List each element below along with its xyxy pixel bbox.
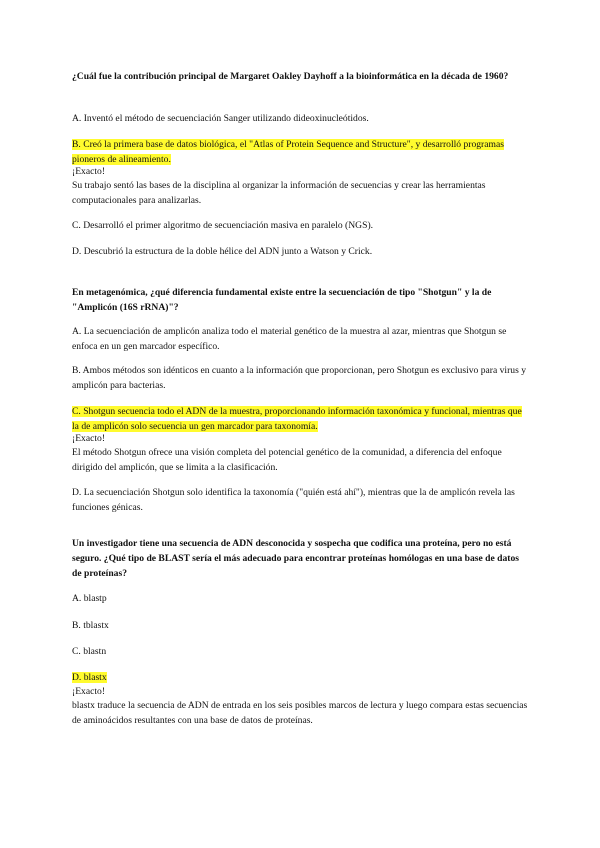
q3-option-d <box>72 670 528 685</box>
q1-feedback-text: Su trabajo sentó las bases de la disciplina al organizar la información de secuencias y crear las herramientas computacionales para analizarlas. <box>72 180 486 206</box>
q1-option-b <box>72 137 528 167</box>
q3-option-b: B. tblastx <box>72 620 109 631</box>
q1-option-d: D. Descubrió la estructura de la doble hélice del ADN junto a Watson y Crick. <box>72 246 373 257</box>
q3-feedback-title: ¡Exacto! <box>72 686 106 697</box>
q1-feedback-title: ¡Exacto! <box>72 166 106 177</box>
q2-feedback-text: El método Shotgun ofrece una visión completa del potencial genético de la comunidad, a diferencia del enfoque dirigido del amplicón, que se limita a la clasificación. <box>72 447 502 473</box>
question-1-title: ¿Cuál fue la contribución principal de Margaret Oakley Dayhoff a la bioinformática en la década de 1960? <box>72 71 509 82</box>
question-2-title: En metagenómica, ¿qué diferencia fundamental existe entre la secuenciación de tipo "Shotgun" y la de "Amplicón (16S rRNA)"? <box>72 287 492 313</box>
q2-option-b: B. Ambos métodos son idénticos en cuanto a la información que proporcionan, pero Shotgun es exclusivo para virus y amplicón para bacterias. <box>72 365 527 391</box>
q2-option-c <box>72 404 528 434</box>
q2-option-c-highlight: C. Shotgun secuencia todo el ADN de la muestra, proporcionando información taxonómica y funcional, mientras que la de amplicón solo secuencia un gen marcador para taxonomía. <box>72 406 522 432</box>
q3-option-a: A. blastp <box>72 593 107 604</box>
q1-option-b-highlight: B. Creó la primera base de datos biológica, el "Atlas of Protein Sequence and Structure", y desarrolló programas pioneros de alineamiento. <box>72 139 504 165</box>
question-3-title: Un investigador tiene una secuencia de ADN desconocida y sospecha que codifica una proteína, pero no está seguro. ¿Qué tipo de BLAST sería el más adecuado para encontrar proteínas homólogas en una base de datos de proteínas? <box>72 538 520 579</box>
q2-option-a: A. La secuenciación de amplicón analiza todo el material genético de la muestra al azar, mientras que Shotgun se enfoca en un gen marcador específico. <box>72 326 507 352</box>
q2-option-d: D. La secuenciación Shotgun solo identifica la taxonomía ("quién está ahí"), mientras que la de amplicón revela las funciones génicas. <box>72 487 515 513</box>
q3-option-c: C. blastn <box>72 646 107 657</box>
q3-option-d-highlight: D. blastx <box>72 672 107 683</box>
q1-option-a: A. Inventó el método de secuenciación Sanger utilizando dideoxinucleótidos. <box>72 113 369 124</box>
q3-feedback-text: blastx traduce la secuencia de ADN de entrada en los seis posibles marcos de lectura y luego compara estas secuencias de aminoácidos resultantes con una base de datos de proteínas. <box>72 700 528 726</box>
q1-option-c: C. Desarrolló el primer algoritmo de secuenciación masiva en paralelo (NGS). <box>72 220 374 231</box>
q2-feedback-title: ¡Exacto! <box>72 433 106 444</box>
